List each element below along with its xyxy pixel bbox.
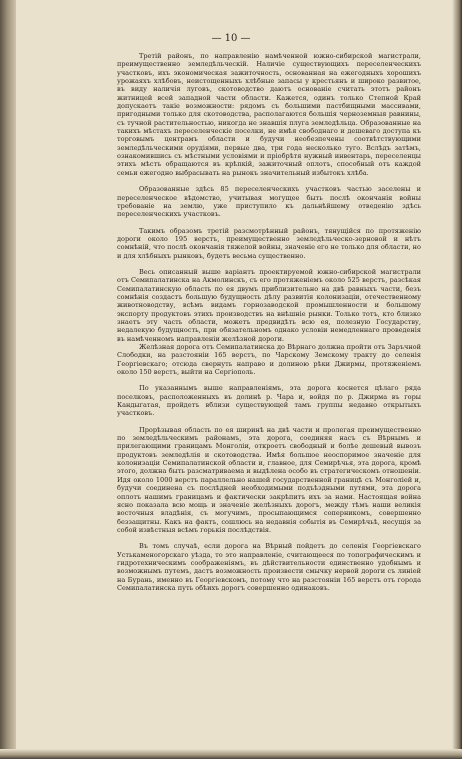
page-binding-shadow	[0, 0, 16, 759]
page-bottom-edge	[0, 749, 462, 759]
paragraph-1: Третій районъ, по направленію намѣченной южно-сибирской магистрали, преимущественно земледѣльческій. Наличіе существующихъ переселенческихъ участковъ, ихъ экономическая зажиточность, основанная на ежегодныхъ хорошихъ урожаяхъ хлѣбовъ, неистощенныхъ хлѣбные запасы у крестьянъ и широко развитое, въ виду наличія луговъ, скотоводство даютъ основаніе считать этотъ районъ житницей всей западной части области. Кажется, одинъ только Степной Край допускаетъ такіе возможности: рядомъ съ большими пастбищными массивами, пригодными только для скотоводства, располагаются большія черноземныя равнины, съ тучной растительностью, никогда не знавшія плуга земледѣльца. Образованные на такихъ мѣстахъ переселенческіе поселки, не имѣя свободнаго и дешеваго доступа къ торговымъ центрамъ области и будучи необезпечены соотвѣтствующими земледѣльческими орудіями, первые два, три года несколько туго. Вслѣдъ затѣмъ, ознакомившись съ мѣстными условіями и пріобрѣтя нужный инвентарь, переселенцы этихъ мѣстъ обращаются въ крѣпкій, зажиточный оплотъ, способный отъ каждой семьи ежегодно выбрасывать на рынокъ значительный избытокъ хлѣба.	[117, 52, 421, 177]
page-number: — 10 —	[211, 33, 251, 44]
body-text	[117, 52, 421, 592]
paragraph-4: Весь описанный выше варіантъ проектируемой южно-сибирской магистрали отъ Семипалатинска на Акмолинскъ, съ его протяженіемъ около 525 верстъ, разсѣкая Семипалатинскую область по ея двумъ приблизительно на двѣ равныхъ части, безъ сомнѣнія создастъ большую будущность дѣлу развитія колонизаціи, отечественному животноводству, всѣмъ видамъ горнозаводской промышленности и большому экспорту продуктовъ этихъ производствъ на внѣшніе рынки. Только тотъ, кто близко знаетъ эту часть области, можетъ предвидѣть всю ея, полезную Государству, недалекую будущность, при обязательномъ однако условіи немедленнаго проведенія въ намѣченномъ направленіи желѣзной дороги.	[117, 267, 421, 343]
paragraph-2: Образованные здѣсь 85 переселенческихъ участковъ частью заселены и переселенческое вѣдомство, учитывая могущее быть послѣ окончанія войны требованіе на землю, уже приступило къ дальнѣйшему отведенію здѣсь переселенческихъ участковъ.	[117, 185, 421, 219]
paragraph-8: Въ томъ случаѣ, если дорога на Вѣрный пойдетъ до селенія Георгіевскаго Устькаменогорскаго уѣзда, то это направленіе, считающееся по топографическимъ и гидротехническимъ соображеніямъ, въ дѣйствительности единственно удобнымъ и возможнымъ путемъ, дастъ возможность произвести смычку нервой дороги съ линіей на Бурань, именно въ Георгіевскомъ, потому что на разстояніи 165 верстъ отъ города Семипалатинска путь обѣихъ дорогъ совершенно одинаковъ.	[117, 542, 421, 592]
paragraph-5: Желѣзная дорога отъ Семипалатинска до Вѣрнаго должна пройти отъ Заръчной Слободки, на разстояніи 165 верстъ, по Чарскому Земскому тракту до селенія Георгіевскаго; отсюда свернуть направо и долиною рѣки Джирмы, протяженіемъ около 150 верстъ, выйти на Сергіополь.	[117, 343, 421, 377]
paragraph-7: Прорѣзывая область по ея ширинѣ на двѣ части и пролегая преимущественно по земледѣльческимъ районамъ, эта дорога, соединяя насъ съ Вѣрнымъ и прилегающими границамъ Монголіи, откроетъ свободный и болѣе дешевый вывозъ продуктовъ земледѣлія и скотоводства. Имѣя большое неоспоримое значеніе для колонизаціи Семипалатинской области и, главное, для Семирѣчья, эта дорога, кромѣ этого, должна быть разсматриваема и выдѣлена особо въ стратегическомъ отношеніи. Идя около 1000 верстъ параллельно нашей государственной границѣ съ Монголіей и, будучи соединена съ послѣдней необходимыми подъѣздными путями, эта дорога оплотъ нашимъ границамъ и фактически закрѣпитъ ихъ за нами. Настоящая война ясно показала всю мощь и значеніе желѣзныхъ дорогъ, между тѣмъ наши великія восточныя владѣнія, съ могучимъ, просыпающимся соперникомъ, совершенно беззащитны. Какъ на фактъ, сошлюсь на недавнія событія въ Семирѣчьѣ, несущія за собой извѣстныя всѣмъ горькія послѣдствія.	[117, 425, 421, 534]
paragraph-6: По указаннымъ выше направленіямъ, эта дорога коснется цѣлаго ряда поселковъ, расположенныхъ въ долинѣ р. Чара и, войдя по р. Джирма въ горы Кандыгатая, пройдетъ вблизи существующей тамъ группы недавно открытыхъ участковъ.	[117, 384, 421, 418]
page-right-edge	[452, 0, 462, 759]
paragraph-3: Такимъ образомъ третій разсмотрѣнный районъ, тянущійся по протяженію дороги около 195 верстъ, преимущественно земледѣльческо-зерновой и нѣтъ сомнѣній, что послѣ окончанія тяжелой войны, значеніе его не только для области, но и для хлѣбныхъ рынковъ, будетъ весьма существенно.	[117, 226, 421, 260]
